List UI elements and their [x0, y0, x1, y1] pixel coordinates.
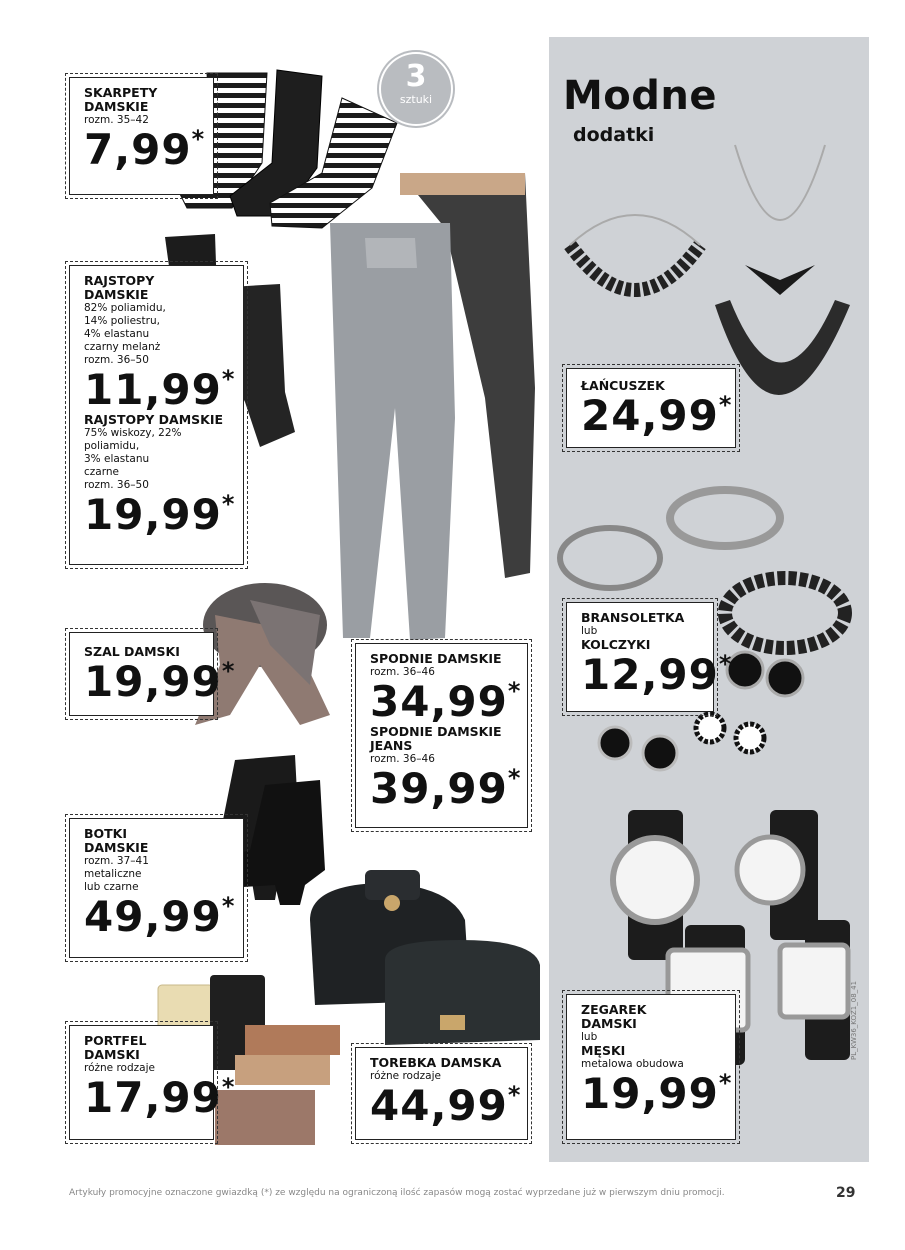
price-box-scarf: [69, 632, 236, 716]
product-price: 12,99*: [581, 650, 733, 699]
product-detail: różne rodzaje: [370, 1070, 441, 1082]
page-number: 29: [836, 1185, 856, 1201]
product-detail: rozm. 36–50: [84, 354, 149, 366]
product-name: KOLCZYKI: [581, 637, 651, 652]
trousers-image: [325, 168, 540, 648]
product-detail: 82% poliamidu,: [84, 302, 166, 314]
product-name: BRANSOLETKA: [581, 610, 685, 625]
product-name: SPODNIE DAMSKIE JEANS: [370, 724, 502, 753]
price-box-boots: [69, 818, 244, 958]
product-price: 24,99*: [581, 391, 733, 440]
badge-number: 3: [405, 59, 427, 94]
product-detail: 75% wiskozy, 22% poliamidu,: [84, 427, 182, 452]
product-name: SZAL DAMSKI: [84, 644, 180, 659]
product-detail: lub: [581, 625, 598, 637]
product-detail: 4% elastanu: [84, 328, 150, 340]
price-box-bracelet: [566, 602, 733, 712]
product-name: SKARPETY DAMSKIE: [84, 85, 158, 114]
product-price: 19,99*: [84, 657, 236, 706]
product-price: 11,99*: [84, 365, 236, 414]
product-name: ZEGAREK DAMSKI: [581, 1002, 647, 1031]
product-name: PORTFEL DAMSKI: [84, 1033, 147, 1062]
price-box-tights: [69, 265, 244, 565]
print-reference: PL_KW36_KOZ1_08_41: [850, 980, 858, 1060]
product-price: 19,99*: [84, 490, 236, 539]
price-box-handbag: [355, 1047, 528, 1140]
product-name: TOREBKA DAMSKA: [370, 1055, 502, 1070]
badge-label: sztuki: [399, 93, 433, 106]
product-detail: czarny melanż: [84, 341, 161, 353]
product-name: ŁAŃCUSZEK: [581, 378, 665, 393]
price-box-trousers: [355, 643, 528, 828]
product-name: RAJSTOPY DAMSKIE: [84, 273, 155, 302]
product-price: 19,99*: [581, 1069, 733, 1118]
headline: Modne: [563, 73, 718, 119]
three-pack-badge: [381, 54, 451, 124]
product-detail: lub czarne: [84, 881, 139, 893]
product-detail: różne rodzaje: [84, 1062, 155, 1074]
product-detail: lub: [581, 1031, 598, 1043]
product-name: MĘSKI: [581, 1043, 626, 1058]
product-price: 49,99*: [84, 892, 236, 941]
product-price: 7,99*: [84, 125, 206, 174]
product-detail: rozm. 36–46: [370, 666, 435, 678]
product-detail: metaliczne: [84, 868, 142, 880]
product-detail: czarne: [84, 466, 119, 478]
product-price: 17,99*: [84, 1073, 236, 1122]
subheadline: dodatki: [573, 124, 655, 146]
product-price: 34,99*: [370, 677, 522, 726]
product-price: 44,99*: [370, 1081, 522, 1130]
product-detail: rozm. 35–42: [84, 114, 149, 126]
product-price: 39,99*: [370, 764, 522, 813]
product-name: BOTKI DAMSKIE: [84, 826, 149, 855]
product-detail: rozm. 37–41: [84, 855, 149, 867]
product-detail: rozm. 36–50: [84, 479, 149, 491]
price-box-necklace: [566, 368, 736, 448]
product-name: SPODNIE DAMSKIE: [370, 651, 502, 666]
product-detail: metalowa obudowa: [581, 1058, 684, 1070]
price-box-socks: [69, 77, 214, 195]
product-detail: rozm. 36–46: [370, 753, 435, 765]
promo-disclaimer: Artykuły promocyjne oznaczone gwiazdką (*) ze względu na ograniczoną ilość zapasów mogą zostać wyprzedane już w pierwszym dniu promocji.: [69, 1188, 725, 1198]
price-box-wallet: [69, 1025, 236, 1140]
product-detail: 3% elastanu: [84, 453, 150, 465]
product-name: RAJSTOPY DAMSKIE: [84, 412, 224, 427]
product-detail: 14% poliestru,: [84, 315, 160, 327]
price-box-watch: [566, 994, 736, 1140]
